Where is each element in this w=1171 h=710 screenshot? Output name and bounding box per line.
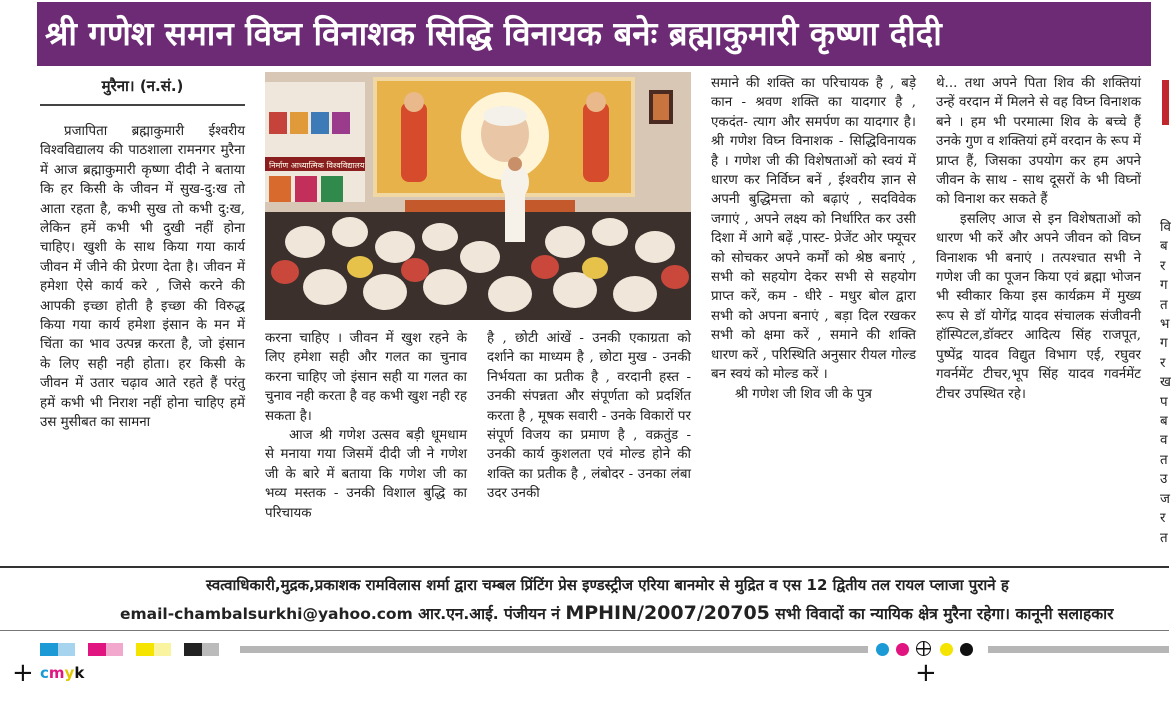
edge-fragment: त xyxy=(1160,297,1168,313)
imprint-rni-number: MPHIN/2007/20705 xyxy=(565,602,770,624)
edge-fragment: ज xyxy=(1160,491,1170,507)
footer-rule-bottom xyxy=(0,630,1169,631)
dateline-rule xyxy=(40,104,245,106)
imprint-line-1: स्वत्वाधिकारी,मुद्रक,प्रकाशक रामविलास शर्मा द्वारा चम्बल प्रिंटिंग प्रेस इण्डस्ट्रीज एरिया बानमोर से मुद्रित व एस 12 द्वितीय तल रायल प्लाजा पुराने ह xyxy=(206,576,1009,594)
column-3 xyxy=(487,329,691,552)
paragraph: करना चाहिए । जीवन में खुश रहने के लिए हमेशा सही और गलत का चुनाव करना चाहिए जो इंसान सही या गलत का चुनाव नही करता है वह कभी खुश नही रह सकता है। xyxy=(265,331,467,424)
edge-fragment: ब xyxy=(1160,239,1168,255)
imprint-line-2 xyxy=(120,602,1113,624)
footer-rule xyxy=(0,566,1169,568)
paragraph: थे... तथा अपने पिता शिव की शक्तियां उन्हें वरदान में मिलने से वह विघ्न विनाशक बने । हम भी परमात्मा शिव के बच्चे हैं उनके गुण व शक्तियां हमें वरदान के रूप में प्राप्त हैं, जिसका उपयोग कर हम अपने जीवन के साथ - साथ दूसरों के भी विघ्नों को विनाश कर सकते हैं xyxy=(936,76,1141,208)
event-photo xyxy=(265,72,691,320)
edge-fragment: व xyxy=(1160,433,1168,449)
edge-fragment: ग xyxy=(1160,278,1168,294)
edge-fragment: ब xyxy=(1160,414,1168,430)
paragraph: प्रजापिता ब्रह्माकुमारी ईश्वरीय विश्वविद्यालय की पाठशाला रामनगर मुरैना में आज ब्रह्माकुमारी कृष्णा दीदी ने बताया कि हर किसी के जीवन में सुख-दु:ख तो आता रहता है, कभी सुख तो कभी दु:ख, लेकिन हमें कभी भी दुखी नहीं होना चाहिए। खुशी के साथ किया गया कार्य जीवन में जीने की प्रेरणा देता है। जीवन में हमेशा ऐसे कार्य करे , जिसे करने की आपकी इच्छा होती है इच्छा की विरुद्ध किया गया कार्य हमेशा इंसान के मन में चिंता का भाव उत्पन्न करता है, जो इंसान के लिए सही नही होता। हर किसी के जीवन में उतार चढ़ाव आते रहते हैं परंतु हमें कभी भी निराश नहीं होना चाहिए हमें उस मुसीबत का सामना xyxy=(40,124,245,431)
edge-fragment: वि xyxy=(1160,220,1171,235)
headline-banner xyxy=(37,2,1151,66)
registration-target-icon xyxy=(916,641,931,656)
color-patch-black xyxy=(184,643,219,656)
edge-fragment: ख xyxy=(1160,375,1171,391)
paragraph: आज श्री गणेश उत्सव बड़ी धूमधाम से मनाया गया जिसमें दीदी जी ने गणेश जी के बारे में बताया कि गणेश जी का भव्य मस्तक - उनकी विशाल बुद्धि का परिचायक xyxy=(265,428,467,521)
color-patch-cyan xyxy=(40,643,75,656)
edge-fragment: त xyxy=(1160,452,1168,468)
dateline: मुरैना। (न.सं.) xyxy=(101,77,184,95)
cmyk-k: k xyxy=(74,664,85,682)
paragraph: श्री गणेश जी शिव जी के पुत्र xyxy=(735,386,872,402)
imprint-rest: सभी विवादों का न्यायिक क्षेत्र मुरैना रहेगा। कानूनी सलाहकार xyxy=(775,605,1114,623)
dot-yellow xyxy=(940,643,953,656)
edge-fragment: प xyxy=(1160,394,1168,410)
edge-fragment: त xyxy=(1160,530,1168,546)
dot-black xyxy=(960,643,973,656)
column-1 xyxy=(40,122,245,552)
crop-mark-center: + xyxy=(915,658,937,688)
photo-illustration xyxy=(265,72,691,320)
paragraph: समाने की शक्ति का परिचायक है , बड़े कान - श्रवण शक्ति का यादगार है , एकदंत- त्याग और समर्पण का यादगार है। श्री गणेश विघ्न विनाशक - सिद्धिविनायक है । गणेश जी की विशेषताओं को स्वयं में धारण कर निर्विघ्न बनें , ईश्वरीय ज्ञान से अपनी बुद्धिमत्ता को बढ़ाएं , सदविवेक जगाएं , अपने लक्ष्य को निर्धारित कर उसी दिशा में आगे बढ़ें ,पास्ट- प्रेजेंट ओर फ्यूचर को सोचकर अपने कर्मों को श्रेष्ठ बनाएं , सभी को सहयोग देकर सभी से सहयोग प्राप्त करें, कम - धीरे - मधुर बोल द्वारा सभी को अपना बनाएं , बड़ा दिल रखकर सभी को क्षमा करें , समाने की शक्ति धारण करें , परिस्थिति अनुसार रीयल गोल्ड बन स्वयं को मोल्ड करें । xyxy=(711,76,916,383)
edge-fragment: र xyxy=(1160,355,1166,371)
edge-fragment: भ xyxy=(1160,317,1170,333)
edge-fragment: ग xyxy=(1160,336,1168,352)
dot-cyan xyxy=(876,643,889,656)
dot-magenta xyxy=(896,643,909,656)
photo-banner-text: निर्माण आध्यात्मिक विश्वविद्यालय xyxy=(269,161,365,170)
paragraph: इसलिए आज से इन विशेषताओं को धारण भी करें और अपने जीवन को विघ्न विनाशक भी बनाएं । तत्पश्चात सभी ने गणेश जी का पूजन किया एवं ब्रह्मा भोजन भी स्वीकार किया इस कार्यक्रम में मुख्य रूप से डॉ योगेंद्र यादव संचालक संजीवनी हॉस्पिटल,डॉक्टर आदित्य सिंह राजपूत, पुष्पेंद्र यादव विद्युत विभाग एई, रघुवर गवर्नमेंट टीचर,भूप सिंह यादव गवर्नमेंट टीचर उपस्थित रहे। xyxy=(936,211,1141,402)
edge-fragment: र xyxy=(1160,258,1166,274)
cmyk-c: c xyxy=(40,664,49,682)
adjacent-article-column xyxy=(1160,218,1169,548)
imprint-rni-label: आर.एन.आई. पंजीयन नं xyxy=(418,605,560,623)
column-5 xyxy=(936,74,1141,552)
column-2 xyxy=(265,329,467,552)
headline: श्री गणेश समान विघ्न विनाशक सिद्धि विनायक बनेः ब्रह्माकुमारी कृष्णा दीदी xyxy=(45,14,942,53)
color-patch-magenta xyxy=(88,643,123,656)
edge-fragment: उ xyxy=(1160,472,1168,488)
registration-bar-left xyxy=(240,646,868,653)
crop-mark-left: + xyxy=(12,658,34,688)
paragraph: है , छोटी आंखें - उनकी एकाग्रता को दर्शाने का माध्यम है , छोटा मुख - उनकी निर्भयता का प्रतीक है , वरदानी हस्त - उनकी संपन्नता और संपूर्णता को प्रदर्शित करता है , मूषक सवारी - उनके विकारों पर संपूर्ण विजय का प्रमाण है , वक्रतुंड - उनकी कार्य कुशलता एवं मोल्ड होने की शक्ति का प्रतीक है , लंबोदर - उनका लंबा उदर उनकी xyxy=(487,331,691,502)
color-patch-yellow xyxy=(136,643,171,656)
edge-fragment: र xyxy=(1160,511,1166,527)
cmyk-y: y xyxy=(64,664,75,682)
imprint-email: email-chambalsurkhi@yahoo.com xyxy=(120,605,413,623)
column-4 xyxy=(711,74,916,552)
adjacent-article-marker xyxy=(1162,80,1169,125)
registration-bar-right xyxy=(988,646,1169,653)
cmyk-m: m xyxy=(48,664,65,682)
cmyk-label xyxy=(40,664,84,682)
